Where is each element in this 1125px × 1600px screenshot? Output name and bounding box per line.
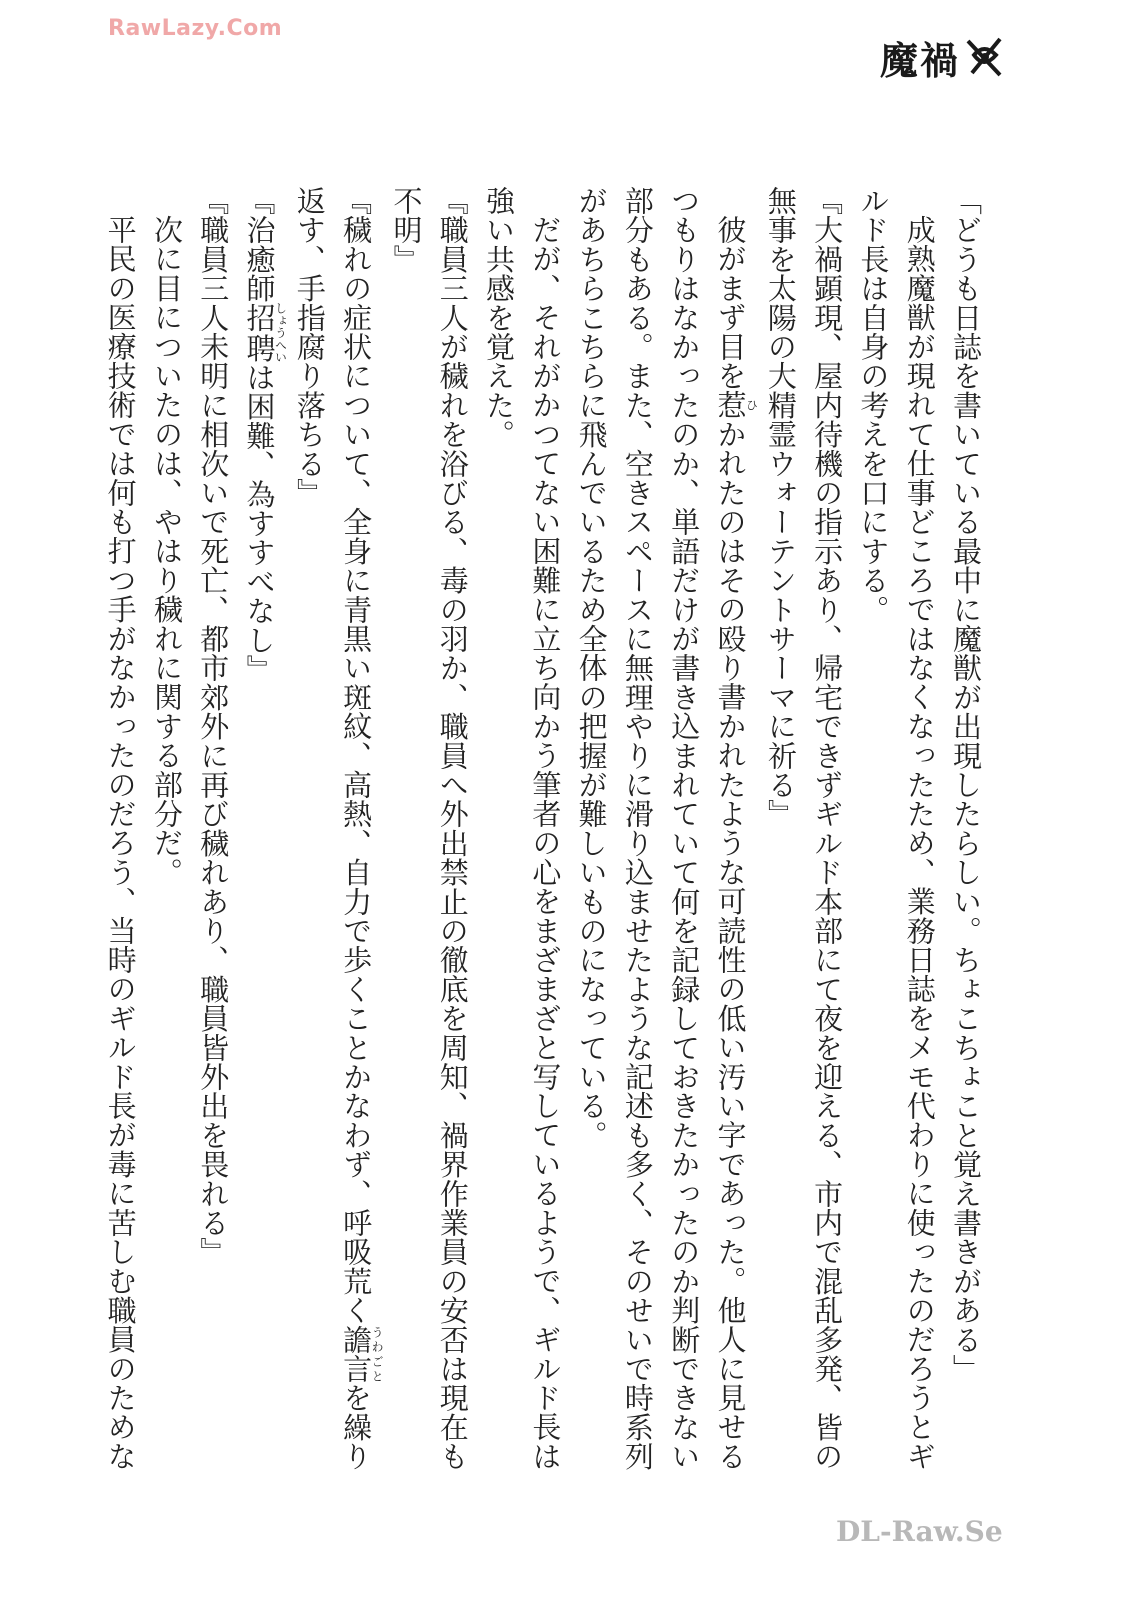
text-line: 無事を太陽の大精霊ウォーテントサーマに祈る』	[763, 186, 798, 829]
text-line: つもりはなかったのか、単語だけが書き込まれていて何を記録しておきたかったのか判断できない	[667, 186, 702, 1471]
ruby-reading: しょうへい	[273, 302, 288, 364]
text-line	[236, 186, 286, 1426]
text-line: 不明』	[389, 186, 424, 274]
vertical-body-text	[97, 186, 989, 1471]
text-segment: は困難、為すすべなし』	[242, 362, 277, 684]
watermark-bottom: DL-Raw.Se	[836, 1515, 1003, 1548]
ruby-base: 招聘	[242, 302, 277, 364]
text-line: 『職員三人未明に相次いで死亡、都市郊外に再び穢れあり、職員皆外出を畏れる』	[196, 186, 231, 1267]
ruby-base: 惹	[713, 390, 748, 420]
text-line: 「どうも日誌を書いている最中に魔獣が出現したらしい。ちょこちょこと覚え書きがある」	[949, 186, 983, 1384]
text-segment: 『穢れの症状について、全身に青黒い斑紋、高熱、自力で歩くことかなわず、呼吸荒く	[339, 186, 374, 1325]
ruby-reading: ひ	[744, 390, 759, 420]
text-line	[333, 186, 385, 1471]
header-title: 魔禍	[880, 38, 961, 83]
header-emblem-icon	[964, 35, 1006, 81]
text-line: 『職員三人が穢れを浴びる、毒の羽か、職員へ外出禁止の徹底を周知、禍界作業員の安否は現在も	[435, 186, 470, 1471]
text-line: 返す、手指腐り落ちる』	[292, 186, 327, 508]
text-segment: かれたのはその殴り書かれたような可読性の低い汚い字であった。他人に見せる	[713, 419, 748, 1471]
text-line: 成熟魔獣が現れて仕事どころではなくなったため、業務日誌をメモ代わりに使ったのだろうとギ	[902, 215, 937, 1471]
text-line: 『大禍顕現、屋内待機の指示あり、帰宅できずギルド本部にて夜を迎える、市内で混乱多発、皆の	[810, 186, 845, 1471]
watermark-top: RawLazy.Com	[108, 16, 283, 41]
ruby-word	[339, 1324, 385, 1384]
text-segment: を繰り	[339, 1383, 374, 1471]
text-line: だが、それがかつてない困難に立ち向かう筆者の心をまざまざと写しているようで、ギルド長は	[528, 215, 563, 1471]
text-line	[707, 186, 759, 1471]
ruby-base: 譫言	[339, 1324, 374, 1384]
text-segment: 彼がまず目を	[713, 215, 748, 391]
text-line: 部分もある。また、空きスペースに無理やりに滑り込ませたような記述も多く、そのせいで時系列	[620, 186, 655, 1471]
text-line: があちらこちらに飛んでいるため全体の把握が難しいものになっている。	[574, 186, 609, 1150]
ruby-word	[713, 390, 759, 420]
text-line: 次に目についたのは、やはり穢れに関する部分だ。	[149, 215, 184, 887]
running-header	[880, 30, 1006, 85]
ruby-reading: うわごと	[370, 1324, 385, 1384]
text-line: 強い共感を覚えた。	[482, 186, 517, 449]
text-line: ルド長は自身の考えを口にする。	[856, 186, 891, 624]
ruby-word	[242, 302, 288, 364]
text-line: 平民の医療技術では何も打つ手がなかったのだろう、当時のギルド長が毒に苦しむ職員のためな	[103, 215, 138, 1471]
text-segment: 『治癒師	[242, 186, 277, 303]
